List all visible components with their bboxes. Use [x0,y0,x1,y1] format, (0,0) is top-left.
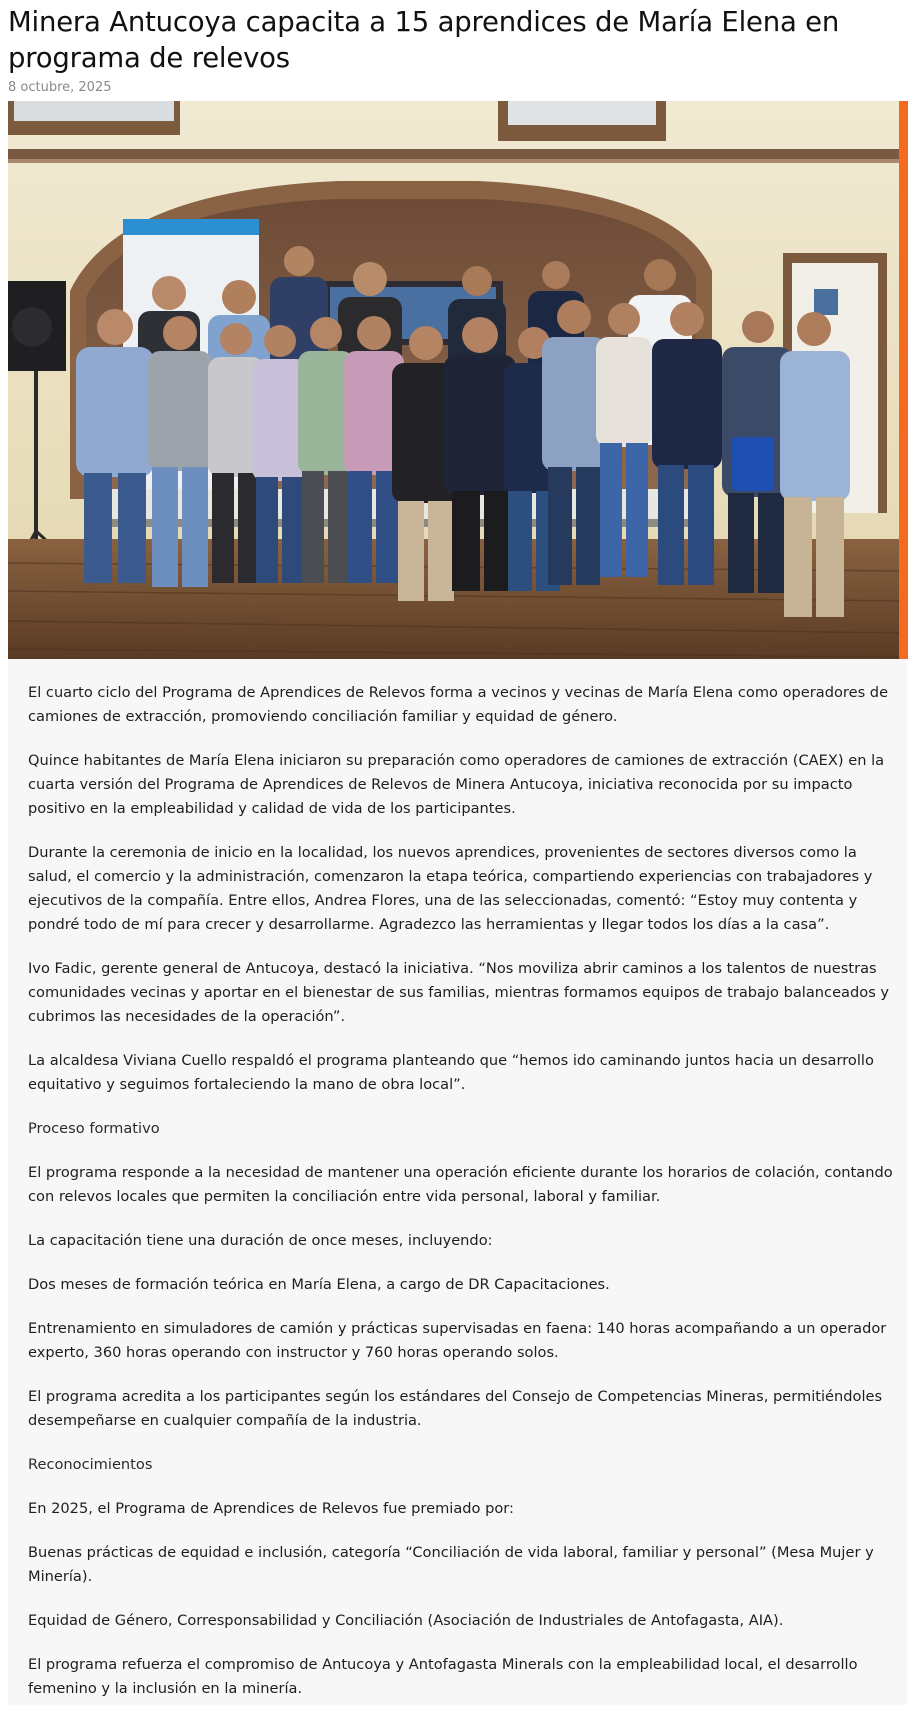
group-photo-illustration [8,101,907,659]
body-paragraph: Ivo Fadic, gerente general de Antucoya, destacó la iniciativa. “Nos moviliza abrir caminos a los talentos de nuestras comunidades vecinas y aportar en el bienestar de sus familias, mientras formamos equipos de trabajo balanceados y cubrimos las necesidades de la operación”. [28,960,890,1025]
section-heading-proceso-formativo: Proceso formativo [28,1120,160,1137]
body-paragraph: Durante la ceremonia de inicio en la localidad, los nuevos aprendices, provenientes de sectores diversos como la salud, el comercio y la administración, comenzaron la etapa teórica, compartiendo experiencias con trabajadores y ejecutivos de la compañía. Entre ellos, Andrea Flores, una de las seleccionadas, comentó: “Estoy muy contenta y pondré todo de mí para crecer y desarrollarme. Agradezco las herramientas y llegar todos los días a la casa”. [28,844,873,933]
body-paragraph: La alcaldesa Viviana Cuello respaldó el programa planteando que “hemos ido caminando juntos hacia un desarrollo equitativo y seguimos fortaleciendo la mano de obra local”. [28,1052,874,1093]
body-paragraph: Entrenamiento en simuladores de camión y prácticas supervisadas en faena: 140 horas acompañando a un operador experto, 360 horas operando con instructor y 760 horas operando solos. [28,1320,887,1361]
article-date: 8 octubre, 2025 [8,80,112,95]
section-heading-reconocimientos: Reconocimientos [28,1456,153,1473]
body-paragraph: En 2025, el Programa de Aprendices de Relevos fue premiado por: [28,1500,514,1517]
article-title: Minera Antucoya capacita a 15 aprendices de María Elena en programa de relevos [8,6,840,74]
body-paragraph: Buenas prácticas de equidad e inclusión, categoría “Conciliación de vida laboral, familiar y personal” (Mesa Mujer y Minería). [28,1544,874,1585]
body-paragraph: Equidad de Género, Corresponsabilidad y Conciliación (Asociación de Industriales de Antofagasta, AIA). [28,1612,784,1629]
lead-paragraph: El cuarto ciclo del Programa de Aprendices de Relevos forma a vecinos y vecinas de María Elena como operadores de camiones de extracción, promoviendo conciliación familiar y equidad de género. [28,684,889,725]
antofagasta-minerals-logo-icon [732,437,774,491]
body-paragraph: La capacitación tiene una duración de once meses, incluyendo: [28,1232,493,1249]
body-paragraph: Quince habitantes de María Elena iniciaron su preparación como operadores de camiones de extracción (CAEX) en la cuarta versión del Programa de Aprendices de Relevos de Minera Antucoya, iniciativa reconocida por su impacto positivo en la empleabilidad y calidad de vida de los participantes. [28,752,885,817]
hero-accent-bar [899,101,908,659]
article-body-panel [8,659,907,1705]
article-body [28,681,894,1721]
body-paragraph: El programa refuerza el compromiso de Antucoya y Antofagasta Minerals con la empleabilidad local, el desarrollo femenino y la inclusión en la minería. [28,1656,858,1697]
body-paragraph: Dos meses de formación teórica en María Elena, a cargo de DR Capacitaciones. [28,1276,610,1293]
article-hero-photo [8,101,907,659]
body-paragraph: El programa responde a la necesidad de mantener una operación eficiente durante los horarios de colación, contando con relevos locales que permiten la conciliación entre vida personal, laboral y familiar. [28,1164,893,1205]
body-paragraph: El programa acredita a los participantes según los estándares del Consejo de Competencias Mineras, permitiéndoles desempeñarse en cualquier compañía de la industria. [28,1388,883,1429]
